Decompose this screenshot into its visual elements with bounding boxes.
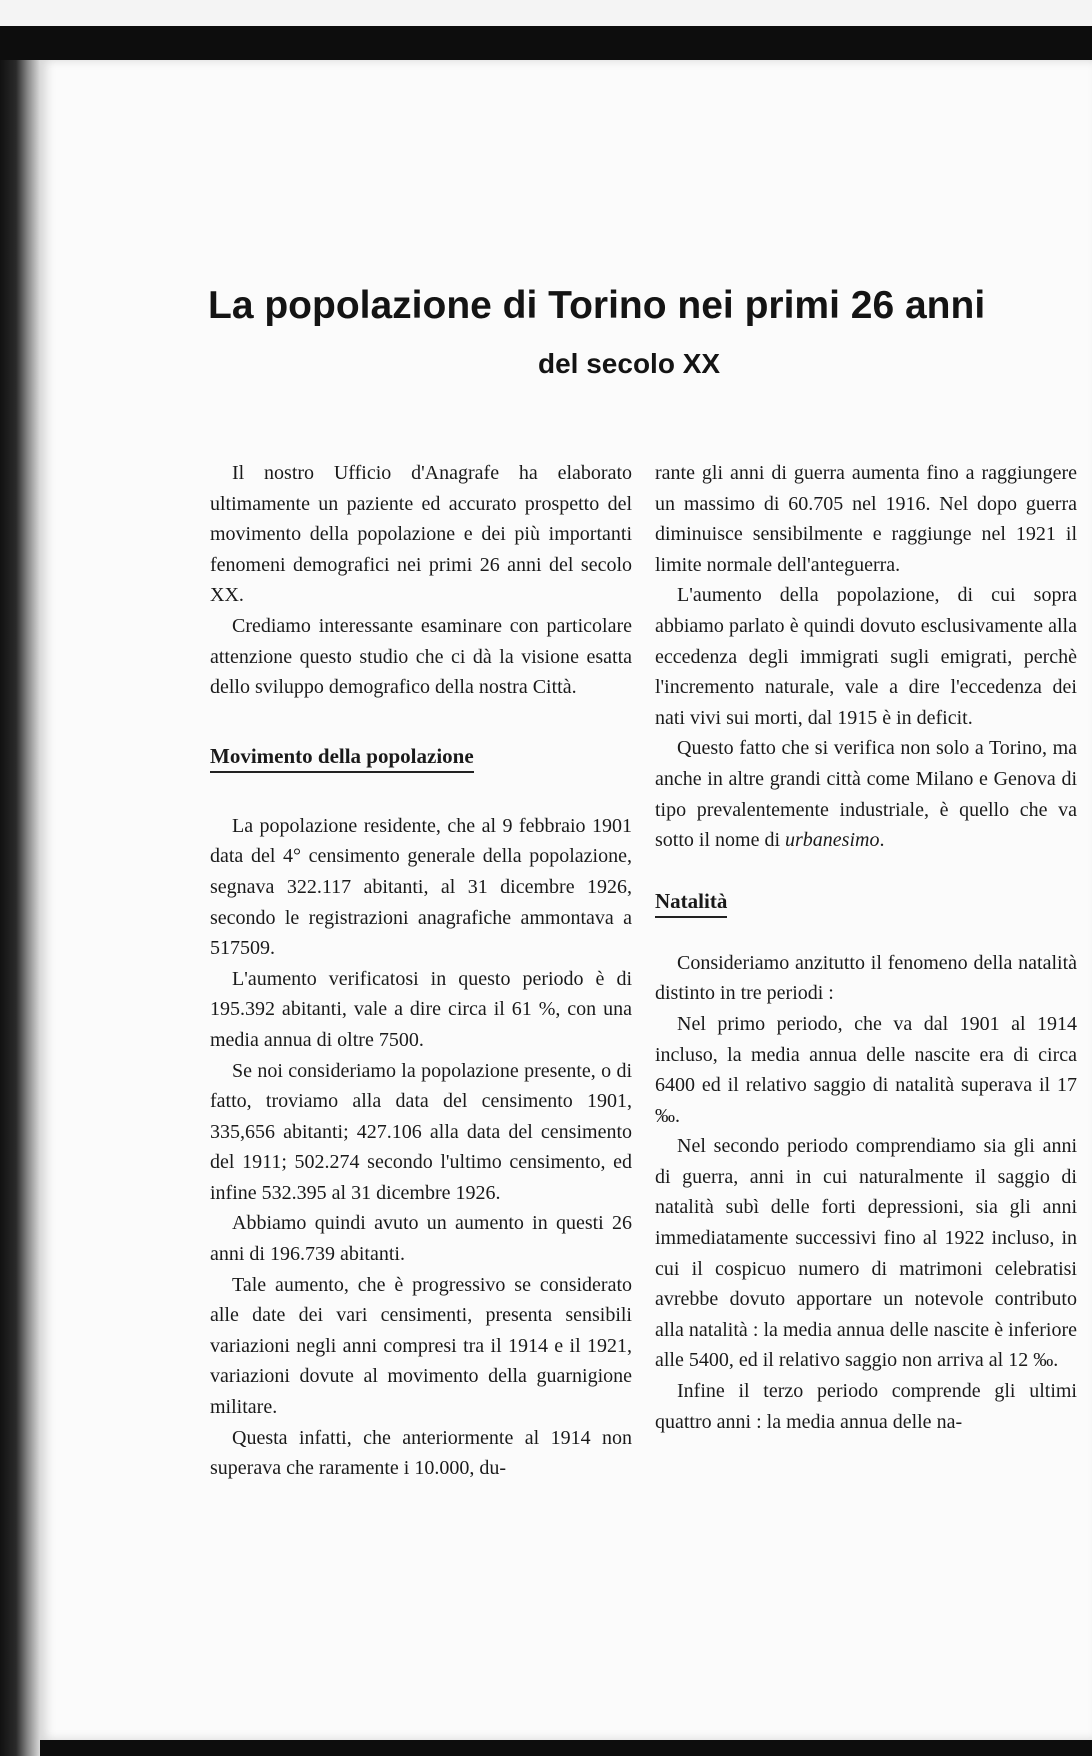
section-heading-wrapper [655, 886, 1077, 918]
page-title: La popolazione di Torino nei primi 26 anni [208, 284, 986, 327]
paragraph: Infine il terzo periodo comprende gli ultimi quattro anni : la media annua delle na- [655, 1380, 1077, 1433]
paragraph-urbanesimo: Questo fatto che si verifica non solo a Torino, ma anche in altre grandi città come Milano e Genova di tipo prevalentemente industriale, è quello che va sotto il nome di urbanesimo. [655, 737, 1077, 852]
page-subtitle: del secolo XX [538, 348, 721, 379]
paragraph: Consideriamo anzitutto il fenomeno della natalità distinto in tre periodi : [655, 951, 1077, 1005]
section-heading-wrapper [210, 741, 632, 773]
term-urbanesimo: urbanesimo [785, 829, 880, 852]
right-column [655, 458, 1077, 1437]
paragraph: L'aumento della popolazione, di cui sopra abbiamo parlato è quindi dovuto esclusivamente alla eccedenza degli immigrati sugli emigrati, perchè l'incremento naturale, vale a dire l'eccedenza dei nati vivi sui morti, dal 1915 è in deficit. [655, 584, 1077, 729]
paragraph-continued: rante gli anni di guerra aumenta fino a raggiungere un massimo di 60.705 nel 1916. Nel dopo guerra diminuisce sensibilmente e raggiunge nel 1921 il limite normale dell'anteguerra. [655, 462, 1077, 576]
paragraph: Questa infatti, che anteriormente al 1914 non superava che raramente i 10.000, du- [210, 1426, 632, 1480]
paragraph: Abbiamo quindi avuto un aumento in questi 26 anni di 196.739 abitanti. [210, 1212, 632, 1266]
paragraph: La popolazione residente, che al 9 febbraio 1901 data del 4° censimento generale della popolazione, segnava 322.117 abitanti, al 31 dicembre 1926, secondo le registrazioni anagrafiche ammontava a 517509. [210, 814, 632, 960]
paragraph: Nel secondo periodo comprendiamo sia gli anni di guerra, anni in cui naturalmente il saggio di natalità subì delle forti depressioni, sia gli anni immediatamente successivi fino al 1922 incluso, in cui il cospicuo numero di matrimoni celebratisi avrebbe dovuto apportare un notevole contributo alla natalità : la media annua delle nascite è inferiore alle 5400, ed il relativo saggio non arriva al 12 ‰. [655, 1135, 1077, 1372]
left-column [210, 458, 632, 1484]
section-heading-natalita: Natalità [655, 886, 727, 918]
scan-top-margin [0, 0, 1092, 26]
intro-paragraph-1: Il nostro Ufficio d'Anagrafe ha elaborato ultimamente un paziente ed accurato prospetto del movimento della popolazione e dei più importanti fenomeni demografici nei primi 26 anni del secolo XX. [210, 462, 632, 607]
scan-binding-edge [0, 60, 40, 1756]
paragraph: Se noi consideriamo la popolazione presente, o di fatto, troviamo alla data del censimento 1901, 335,656 abitanti; 427.106 alla data del censimento del 1911; 502.274 secondo l'ultimo censimento, ed infine 532.395 al 31 dicembre 1926. [210, 1059, 632, 1204]
section-heading-movimento: Movimento della popolazione [210, 741, 474, 773]
intro-paragraph-2: Crediamo interessante esaminare con particolare attenzione questo studio che ci dà la visione esatta dello sviluppo demografico della nostra Città. [210, 614, 632, 699]
paragraph-text: Questo fatto che si verifica non solo a Torino, ma anche in altre grandi città come Milano e Genova di tipo prevalentemente industriale, è quello che va sotto il nome di [655, 737, 1077, 852]
paragraph: L'aumento verificatosi in questo periodo è di 195.392 abitanti, vale a dire circa il 61 %, con una media annua di oltre 7500. [210, 967, 632, 1051]
paragraph: Tale aumento, che è progressivo se considerato alle date dei vari censimenti, presenta sensibili variazioni negli anni compresi tra il 1914 e il 1921, variazioni dovute al movimento della guarnigione militare. [210, 1273, 632, 1419]
paragraph: Nel primo periodo, che va dal 1901 al 1914 incluso, la media annua delle nascite era di circa 6400 ed il relativo saggio di natalità superava il 17 ‰. [655, 1012, 1077, 1127]
